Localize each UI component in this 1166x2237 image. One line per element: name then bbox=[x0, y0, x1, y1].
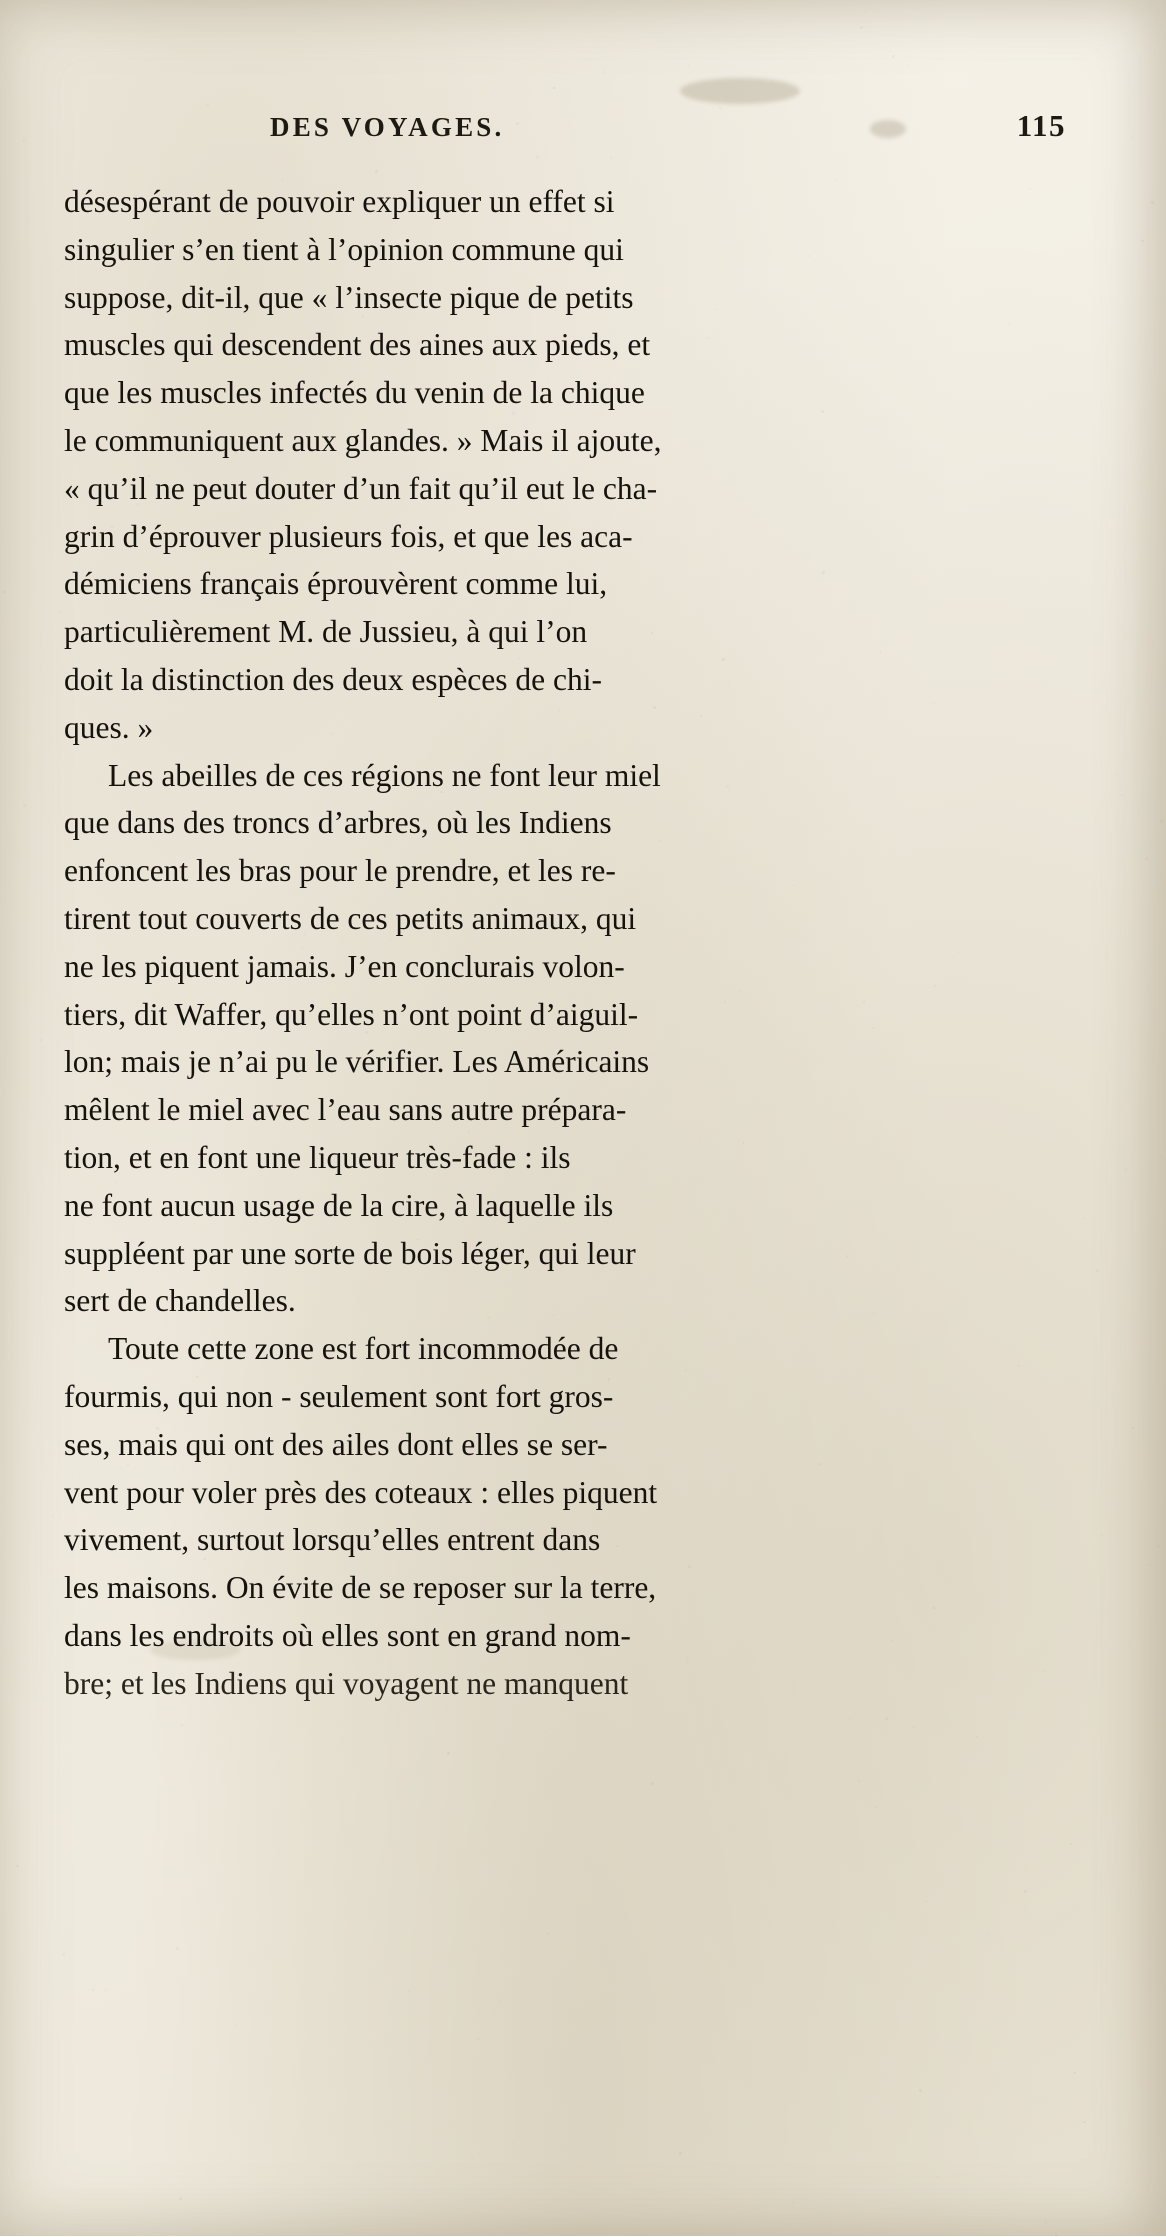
paper-speck bbox=[1125, 1169, 1127, 1171]
page-content bbox=[60, 108, 1106, 1708]
paper-speck bbox=[864, 11, 866, 13]
paper-speck bbox=[885, 1717, 888, 1720]
paper-stain bbox=[680, 78, 800, 104]
paper-speck bbox=[181, 1724, 183, 1726]
paper-speck bbox=[986, 1933, 988, 1935]
paper-speck bbox=[176, 1947, 179, 1950]
text-line: enfoncent les bras pour le prendre, et les re- bbox=[64, 853, 616, 889]
paper-speck bbox=[908, 64, 910, 66]
paragraph-chique bbox=[64, 178, 1092, 752]
paper-speck bbox=[104, 1989, 107, 1992]
paper-speck bbox=[919, 2089, 922, 2092]
text-line: lon; mais je n’ai pu le vérifier. Les Américains bbox=[64, 1044, 650, 1080]
paper-speck bbox=[601, 1924, 603, 1926]
paper-speck bbox=[875, 1806, 878, 1809]
paper-speck bbox=[408, 1990, 409, 1991]
text-line: le communiquent aux glandes. » Mais il ajoute, bbox=[64, 422, 662, 458]
paper-speck bbox=[544, 1731, 545, 1732]
paper-speck bbox=[1121, 794, 1124, 797]
text-line: ne les piquent jamais. J’en conclurais volon- bbox=[64, 948, 625, 984]
paper-speck bbox=[603, 71, 604, 72]
paper-speck bbox=[28, 219, 29, 220]
text-line: que dans des troncs d’arbres, où les Indiens bbox=[64, 805, 612, 841]
paper-speck bbox=[1157, 1545, 1159, 1547]
paper-speck bbox=[16, 1865, 18, 1867]
paper-speck bbox=[553, 87, 555, 89]
paper-speck bbox=[597, 2098, 598, 2099]
paper-speck bbox=[860, 26, 863, 29]
paper-speck bbox=[926, 1901, 927, 1902]
text-line: suppléent par une sorte de bois léger, qui leur bbox=[64, 1235, 636, 1271]
text-line: ne font aucun usage de la cire, à laquelle ils bbox=[64, 1187, 614, 1223]
paper-speck bbox=[546, 1932, 549, 1935]
paragraph-abeilles bbox=[64, 752, 1092, 1326]
paper-speck bbox=[206, 104, 209, 107]
text-line: tirent tout couverts de ces petits animaux, qui bbox=[64, 900, 637, 936]
paper-speck bbox=[235, 2025, 236, 2026]
paper-speck bbox=[1070, 1843, 1072, 1845]
paper-speck bbox=[1160, 820, 1163, 823]
paper-speck bbox=[23, 140, 25, 142]
paper-speck bbox=[692, 1927, 694, 1929]
text-line: suppose, dit-il, que « l’insecte pique de petits bbox=[64, 279, 634, 315]
paper-speck bbox=[499, 1999, 501, 2001]
text-line: vent pour voler près des coteaux : elles piquent bbox=[64, 1474, 658, 1510]
text-line: mêlent le miel avec l’eau sans autre prépara- bbox=[64, 1092, 627, 1128]
paper-speck bbox=[892, 55, 895, 58]
paper-speck bbox=[679, 2152, 682, 2155]
text-line: ques. » bbox=[64, 709, 154, 745]
text-line: grin d’éprouver plusieurs fois, et que les aca- bbox=[64, 518, 633, 554]
paper-speck bbox=[0, 902, 1, 903]
paper-speck bbox=[913, 1726, 915, 1728]
paper-speck bbox=[666, 2039, 667, 2040]
page-number: 115 bbox=[1016, 108, 1066, 143]
paper-speck bbox=[997, 2120, 998, 2121]
paper-speck bbox=[688, 65, 689, 66]
paper-speck bbox=[92, 1989, 94, 1991]
page-header bbox=[60, 108, 1106, 144]
paper-speck bbox=[1009, 1942, 1011, 1944]
text-line: les maisons. On évite de se reposer sur la terre, bbox=[64, 1570, 657, 1606]
paper-speck bbox=[563, 2055, 565, 2057]
paper-speck bbox=[1111, 1481, 1113, 1483]
body-text bbox=[60, 178, 1106, 1708]
paper-speck bbox=[651, 1782, 654, 1785]
text-line: tion, et en font une liqueur très-fade : ils bbox=[64, 1139, 571, 1175]
text-line: Toute cette zone est fort incommodée de bbox=[108, 1331, 619, 1367]
paper-speck bbox=[40, 1039, 42, 1041]
paper-speck bbox=[1055, 2234, 1058, 2237]
text-line: fourmis, qui non - seulement sont fort gros- bbox=[64, 1378, 614, 1414]
paper-speck bbox=[1145, 1501, 1146, 1502]
text-line: « qu’il ne peut douter d’un fait qu’il eut le cha- bbox=[64, 470, 658, 506]
paper-speck bbox=[976, 1736, 978, 1738]
text-line: tiers, dit Waffer, qu’elles n’ont point d’aiguil- bbox=[64, 996, 639, 1032]
text-line: dans les endroits où elles sont en grand nom- bbox=[64, 1617, 631, 1653]
paper-speck bbox=[488, 1892, 490, 1894]
paragraph-fourmis bbox=[64, 1325, 1092, 1707]
paper-speck bbox=[439, 29, 440, 30]
text-line: doit la distinction des deux espèces de chi- bbox=[64, 661, 602, 697]
text-line: bre; et les Indiens qui voyagent ne manquent bbox=[64, 1665, 629, 1701]
paper-speck bbox=[937, 2176, 939, 2178]
text-line: Les abeilles de ces régions ne font leur miel bbox=[108, 757, 661, 793]
text-line: singulier s’en tient à l’opinion commune qui bbox=[64, 231, 624, 267]
paper-speck bbox=[1149, 24, 1151, 26]
text-line: ses, mais qui ont des ailes dont elles se ser- bbox=[64, 1426, 608, 1462]
paper-speck bbox=[969, 1864, 970, 1865]
text-line: désespérant de pouvoir expliquer un effet si bbox=[64, 184, 615, 219]
paper-speck bbox=[772, 80, 773, 81]
paper-speck bbox=[1157, 1159, 1159, 1161]
paper-speck bbox=[352, 1866, 354, 1868]
paper-speck bbox=[1045, 2097, 1046, 2098]
paper-speck bbox=[1155, 2127, 1157, 2129]
paper-speck bbox=[1132, 1427, 1134, 1429]
paper-speck bbox=[1145, 857, 1148, 860]
paper-speck bbox=[1083, 2121, 1086, 2124]
paper-speck bbox=[372, 2041, 373, 2042]
paper-speck bbox=[792, 2202, 793, 2203]
paper-speck bbox=[1116, 773, 1118, 775]
paper-speck bbox=[512, 2142, 514, 2144]
paper-speck bbox=[1044, 2221, 1047, 2224]
text-line: particulièrement M. de Jussieu, à qui l’on bbox=[64, 614, 588, 650]
paper-speck bbox=[1024, 1890, 1027, 1893]
paper-speck bbox=[477, 2038, 479, 2040]
paper-speck bbox=[955, 1963, 956, 1964]
paper-speck bbox=[62, 1953, 65, 1956]
paper-speck bbox=[1134, 2053, 1135, 2054]
paper-speck bbox=[471, 2157, 472, 2158]
paper-speck bbox=[1149, 985, 1151, 987]
paper-speck bbox=[241, 7, 243, 9]
paper-speck bbox=[1015, 2183, 1017, 2185]
paper-speck bbox=[1164, 1159, 1165, 1160]
paper-speck bbox=[23, 804, 26, 807]
paper-speck bbox=[38, 510, 39, 511]
paper-speck bbox=[45, 231, 47, 233]
paper-speck bbox=[1119, 1144, 1120, 1145]
text-line: vivement, surtout lorsqu’elles entrent dans bbox=[64, 1522, 601, 1558]
paper-speck bbox=[1151, 201, 1154, 204]
paper-speck bbox=[621, 1892, 622, 1893]
paper-speck bbox=[52, 1516, 53, 1517]
paper-speck bbox=[1074, 2072, 1076, 2074]
paper-speck bbox=[1147, 1564, 1150, 1567]
paper-speck bbox=[711, 2163, 712, 2164]
text-line: démiciens français éprouvèrent comme lui, bbox=[64, 566, 608, 602]
paper-speck bbox=[849, 1718, 851, 1720]
paper-speck bbox=[829, 1941, 830, 1942]
paper-speck bbox=[3, 591, 5, 593]
text-line: que les muscles infectés du venin de la chique bbox=[64, 375, 645, 411]
paper-speck bbox=[49, 332, 51, 334]
paper-speck bbox=[1141, 240, 1143, 242]
paper-speck bbox=[447, 1752, 449, 1754]
paper-speck bbox=[969, 1978, 970, 1979]
paper-speck bbox=[554, 1811, 555, 1812]
text-line: sert de chandelles. bbox=[64, 1283, 296, 1319]
paper-speck bbox=[179, 2197, 182, 2200]
paper-speck bbox=[1131, 137, 1132, 138]
running-head: DES VOYAGES. bbox=[270, 112, 505, 142]
paper-speck bbox=[858, 1780, 860, 1782]
text-line: muscles qui descendent des aines aux pieds, et bbox=[64, 327, 651, 363]
